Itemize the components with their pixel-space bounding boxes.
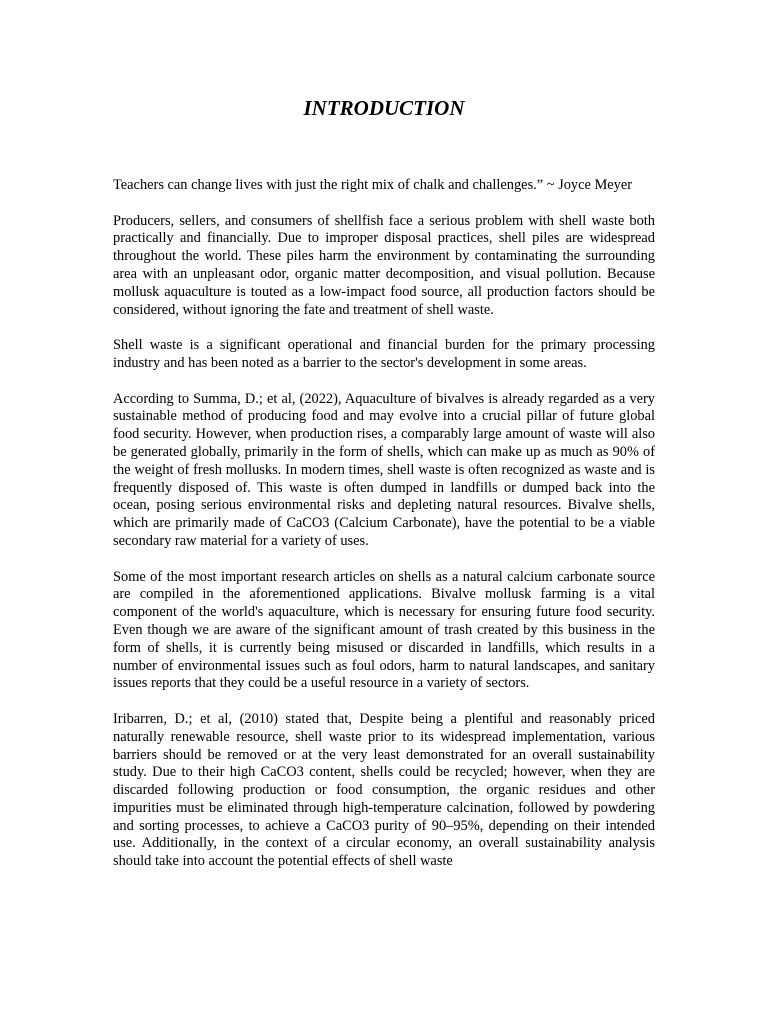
document-body bbox=[113, 177, 655, 889]
paragraph-shell-waste-problem: Producers, sellers, and consumers of shellfish face a serious problem with shell waste both practically and financially. Due to improper disposal practices, shell piles are widespread throughout the world. These piles harm the environment by contaminating the surrounding area with an unpleasant odor, organic matter decomposition, and visual pollution. Because mollusk aquaculture is touted as a low-impact food source, all production factors should be considered, without ignoring the fate and treatment of shell waste. bbox=[113, 212, 655, 318]
paragraph-quote: Teachers can change lives with just the right mix of chalk and challenges.” ~ Joyce Meyer bbox=[113, 177, 633, 193]
paragraph-operational-burden: Shell waste is a significant operational and financial burden for the primary processing industry and has been noted as a barrier to the sector's development in some areas. bbox=[113, 337, 655, 371]
paragraph-iribarren-2010: Iribarren, D.; et al, (2010) stated that, Despite being a plentiful and reasonably priced naturally renewable resource, shell waste prior to its widespread implementation, various barriers should be removed or at the very least demonstrated for an overall sustainability study. Due to their high CaCO3 content, shells could be recycled; however, when they are discarded following production or food consumption, the organic residues and other impurities must be eliminated through high-temperature calcination, followed by powdering and sorting processes, to achieve a CaCO3 purity of 90–95%, depending on their intended use. Additionally, in the context of a circular economy, an overall sustainability analysis should take into account the potential effects of shell waste bbox=[113, 710, 655, 870]
paragraph-summa-2022: According to Summa, D.; et al, (2022), Aquaculture of bivalves is already regarded as a very sustainable method of producing food and may evolve into a crucial pillar of future global food security. However, when production rises, a comparably large amount of waste will also be generated globally, primarily in the form of shells, which can make up as much as 90% of the weight of fresh mollusks. In modern times, shell waste is often recognized as waste and is frequently disposed of. This waste is often dumped in landfills or dumped back into the ocean, posing serious environmental risks and depleting natural resources. Bivalve shells, which are primarily made of CaCO3 (Calcium Carbonate), have the potential to be a viable secondary raw material for a variety of uses. bbox=[113, 390, 655, 549]
paragraph-research-articles: Some of the most important research articles on shells as a natural calcium carbonate source are compiled in the aforementioned applications. Bivalve mollusk farming is a vital component of the world's aquaculture, which is necessary for ensuring future food security. Even though we are aware of the significant amount of trash created by this business in the form of shells, it is currently being misused or discarded in landfills, which results in a number of environmental issues such as foul odors, harm to natural landscapes, and sanitary issues reports that they could be a useful resource in a variety of sectors. bbox=[113, 568, 655, 692]
page-title: INTRODUCTION bbox=[303, 96, 465, 120]
